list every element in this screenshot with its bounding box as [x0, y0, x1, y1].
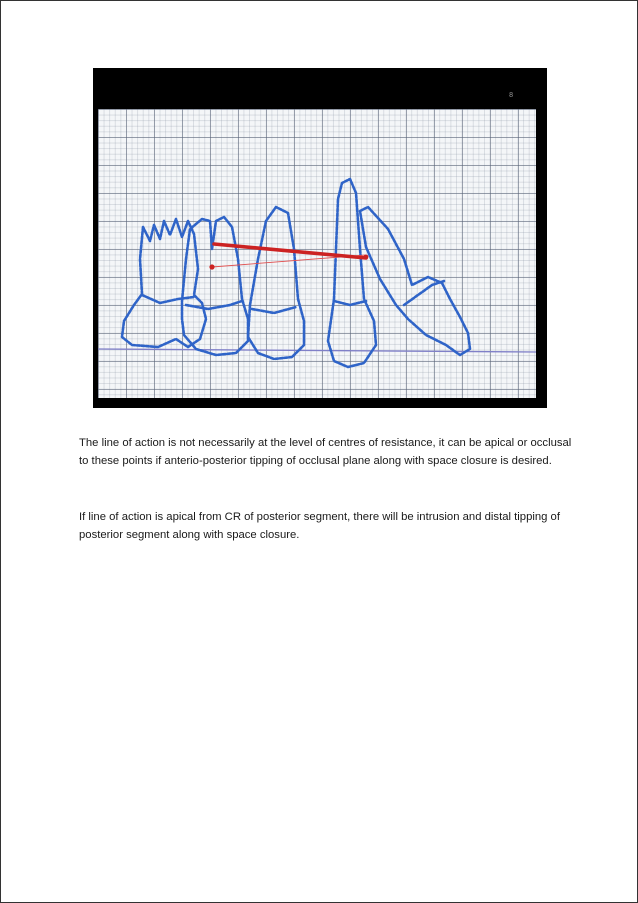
second-premolar-cej-line	[252, 307, 296, 313]
canine-cej-line	[334, 301, 366, 305]
molar-outline	[122, 219, 206, 347]
paragraph-apical-line-of-action: If line of action is apical from CR of posterior segment, there will be intrusion and distal tipping of posterior segment along with space closure.	[79, 511, 560, 541]
paragraph-line-of-action-level: The line of action is not necessarily at the level of centres of resistance, it can be apical or occlusal to these points if anterio-posterior tipping of occlusal plane along with space closure is desired.	[79, 437, 572, 467]
tooth-outline-sketch-icon	[98, 109, 536, 398]
second-premolar-outline	[248, 207, 304, 359]
premolar-outline	[182, 217, 248, 355]
centre-of-resistance-posterior-marker	[209, 264, 214, 269]
centre-of-resistance-anterior-marker	[364, 255, 369, 260]
slide-image	[93, 68, 547, 408]
premolar-cej-line	[186, 301, 242, 309]
incisor-cej-line	[404, 281, 444, 305]
slide-page-number: 8	[509, 92, 513, 99]
graph-paper-figure	[98, 109, 536, 398]
molar-cej-line	[142, 295, 194, 303]
incisor-outline	[360, 207, 470, 355]
